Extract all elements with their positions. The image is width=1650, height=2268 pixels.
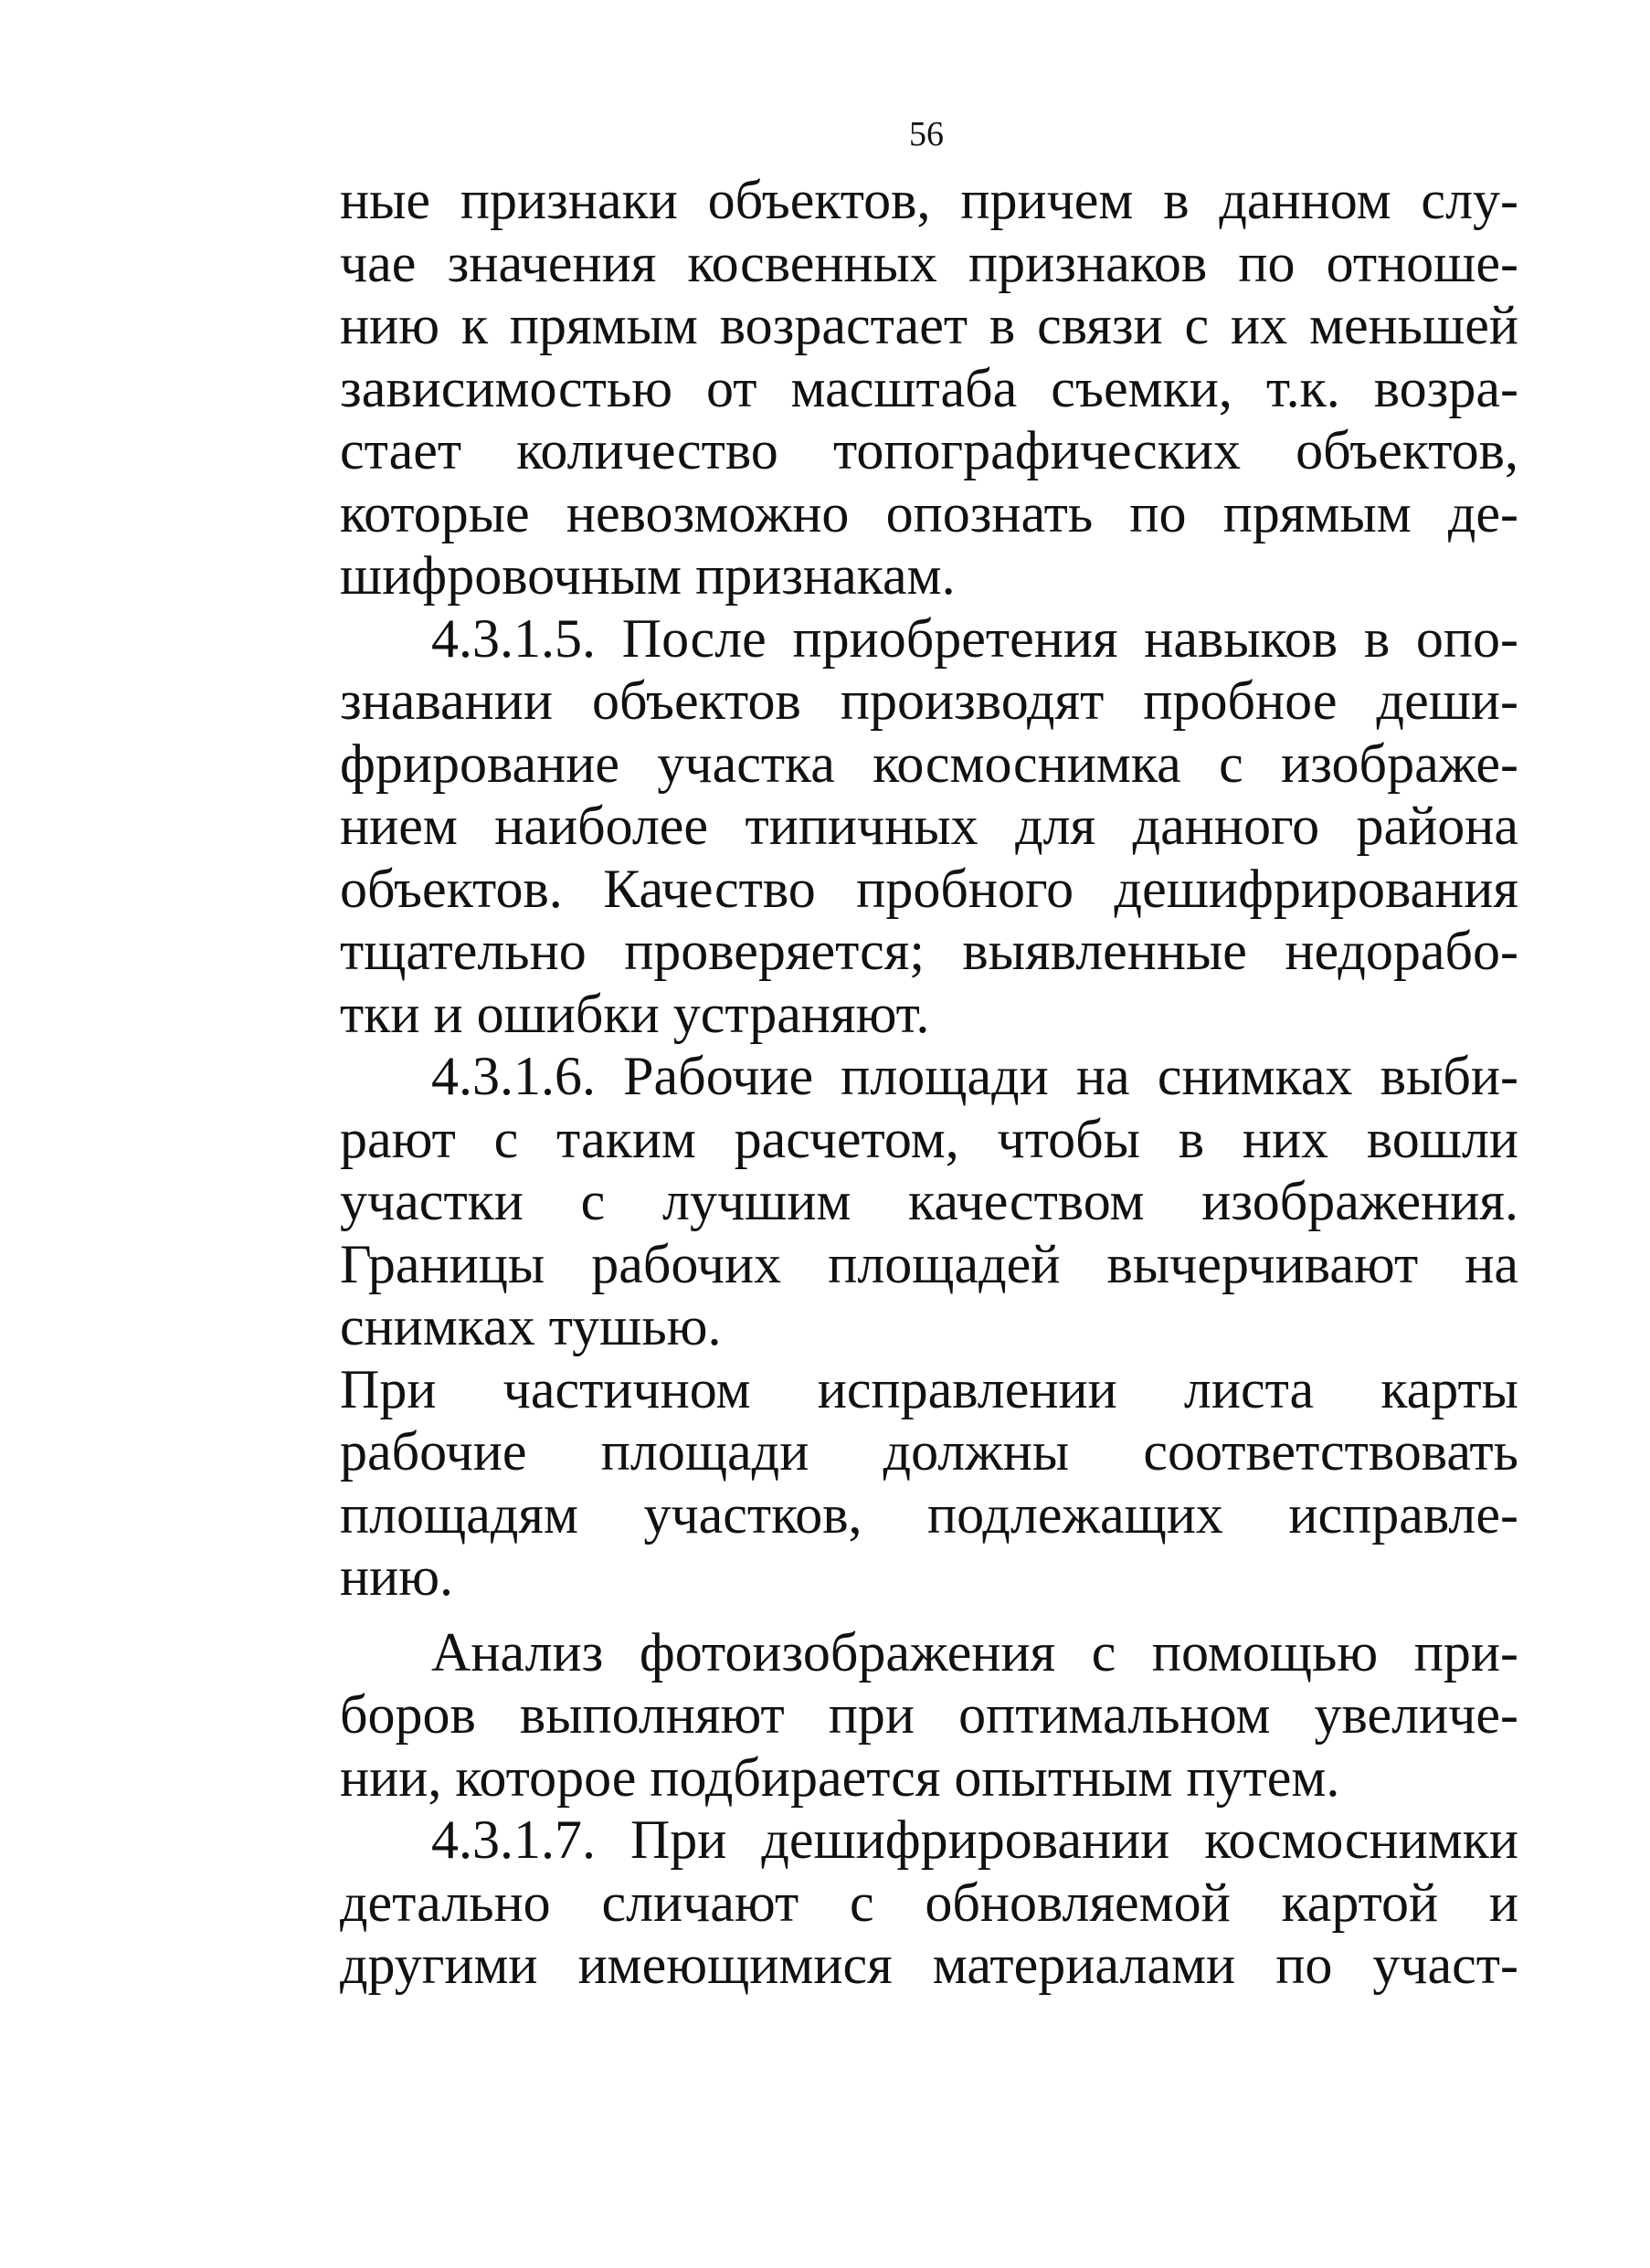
text-line: чае значения косвенных признаков по отноше-: [340, 232, 1518, 293]
text-line: нию к прямым возрастает в связи с их меньшей: [340, 295, 1518, 355]
body-text: [340, 169, 1518, 1997]
text-line: зависимостью от масштаба съемки, т.к. возра-: [340, 357, 1518, 418]
paragraph: [340, 169, 1518, 607]
text-line: нию.: [340, 1546, 454, 1607]
text-line: шифровочным признакам.: [340, 545, 956, 606]
paragraph-spacer: [340, 1609, 1518, 1621]
paragraph: [340, 1809, 1518, 1997]
paragraph: [340, 1621, 1518, 1809]
text-line: 4.3.1.6. Рабочие площади на снимках выби-: [431, 1046, 1518, 1106]
text-line: участки с лучшим качеством изображения.: [340, 1171, 1518, 1231]
text-line: тщательно проверяется; выявленные недорабо-: [340, 921, 1518, 981]
text-line: площадям участков, подлежащих исправле-: [340, 1483, 1518, 1545]
paragraph: [340, 607, 1518, 1046]
text-line: снимках тушью.: [340, 1296, 722, 1356]
text-line: При частичном исправлении листа карты: [340, 1358, 1518, 1419]
text-line: боров выполняют при оптимальном увеличе-: [340, 1684, 1518, 1745]
text-line: нии, которое подбирается опытным путем.: [340, 1746, 1340, 1808]
text-line: 4.3.1.5. После приобретения навыков в опо-: [431, 607, 1518, 669]
paragraph: [340, 1045, 1518, 1358]
text-line: Анализ фотоизображения с помощью при-: [431, 1621, 1518, 1683]
text-line: рабочие площади должны соответствовать: [340, 1421, 1518, 1482]
text-line: Границы рабочих площадей вычерчивают на: [340, 1233, 1518, 1294]
text-line: ные признаки объектов, причем в данном слу-: [340, 170, 1518, 230]
text-line: другими имеющимися материалами по участ-: [340, 1935, 1518, 1995]
text-line: нием наиболее типичных для данного района: [340, 796, 1518, 856]
text-line: стает количество топографических объектов,: [340, 420, 1518, 480]
text-line: детально сличают с обновляемой картой и: [340, 1872, 1518, 1933]
paragraph: [340, 1358, 1518, 1609]
text-line: знавании объектов производят пробное деши-: [340, 670, 1518, 731]
text-line: которые невозможно опознать по прямым де-: [340, 482, 1518, 543]
text-line: тки и ошибки устраняют.: [340, 983, 930, 1044]
text-line: объектов. Качество пробного дешифрирования: [340, 858, 1518, 919]
text-line: 4.3.1.7. При дешифрировании космоснимки: [431, 1809, 1518, 1870]
text-line: рают с таким расчетом, чтобы в них вошли: [340, 1108, 1518, 1169]
page-number: 56: [909, 115, 944, 153]
text-line: фрирование участка космоснимка с изображе-: [340, 733, 1518, 794]
